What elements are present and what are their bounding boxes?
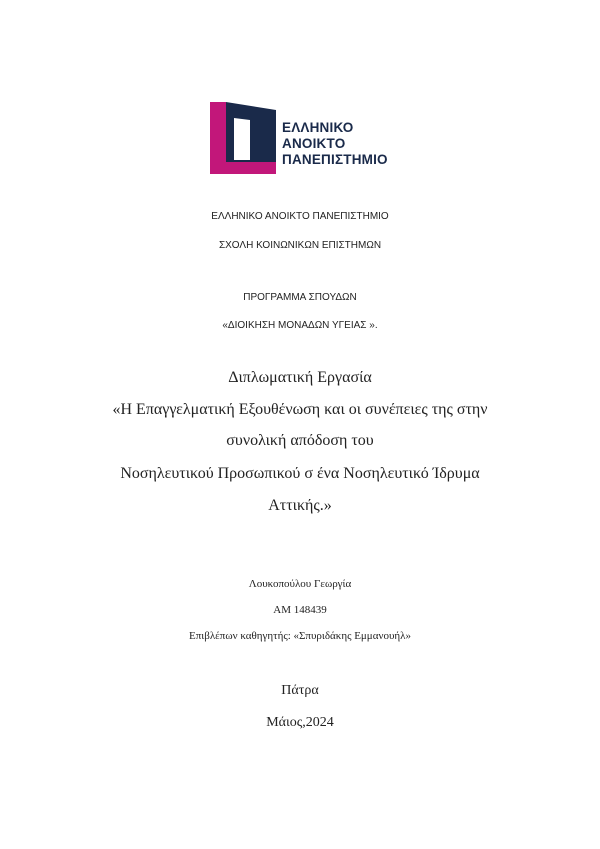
city: Πάτρα <box>281 683 319 698</box>
program-name: «ΔΙΟΙΚΗΣΗ ΜΟΝΑΔΩΝ ΥΓΕΙΑΣ ». <box>222 320 378 331</box>
thesis-type: Διπλωματική Εργασία <box>228 369 372 386</box>
university-name: ΕΛΛΗΝΙΚΟ ΑΝΟΙΚΤΟ ΠΑΝΕΠΙΣΤΗΜΙΟ <box>211 211 389 222</box>
date: Μάιος,2024 <box>266 715 334 730</box>
author-id: ΑΜ 148439 <box>273 604 327 616</box>
thesis-title-line-2: συνολική απόδοση του <box>226 432 374 449</box>
logo-line-3: ΠΑΝΕΠΙΣΤΗΜΙΟ <box>282 152 388 167</box>
supervisor: Επιβλέπων καθηγητής: «Σπυριδάκης Εμμανουήλ» <box>189 630 411 642</box>
author-name: Λουκοπούλου Γεωργία <box>248 578 352 590</box>
logo-line-2: ΑΝΟΙΚΤΟ <box>282 136 346 151</box>
thesis-title-line-1: «Η Επαγγελματική Εξουθένωση και οι συνέπειες της στην <box>112 401 488 418</box>
thesis-title-line-4: Αττικής.» <box>268 497 332 514</box>
school-name: ΣΧΟΛΗ ΚΟΙΝΩΝΙΚΩΝ ΕΠΙΣΤΗΜΩΝ <box>218 240 382 251</box>
logo-line-1: ΕΛΛΗΝΙΚΟ <box>282 120 354 135</box>
thesis-title-line-3: Νοσηλευτικού Προσωπικού σ ένα Νοσηλευτικό Ίδρυμα <box>120 465 480 482</box>
logo-wordmark <box>282 120 388 168</box>
program-label: ΠΡΟΓΡΑΜΜΑ ΣΠΟΥΔΩΝ <box>243 292 357 303</box>
logo-navy-shape <box>226 102 276 162</box>
